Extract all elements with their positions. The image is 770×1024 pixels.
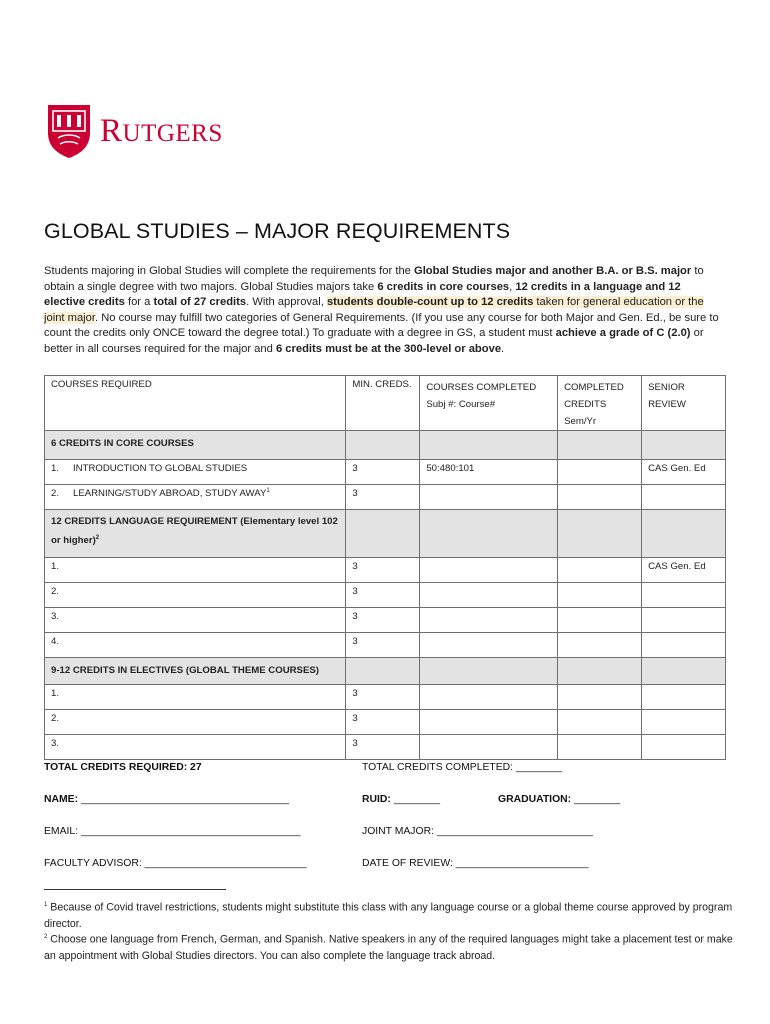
requirements-table <box>44 375 726 760</box>
footnote-2: $^2$ Choose one language from French, German, and Spanish. Native speakers in any of the required languages might take a placement test or make an appointment with Global Studies directors. You can also complete the language track abroad. <box>44 933 733 962</box>
header-courses: COURSES REQUIRED <box>45 376 346 431</box>
table-row <box>45 583 726 608</box>
course-cell: 4. <box>45 633 346 658</box>
course-cell: 2. LEARNING/STUDY ABROAD, STUDY AWAY$^1$ <box>45 485 346 510</box>
senior-review-cell <box>642 485 726 510</box>
course-cell: 2. <box>45 710 346 735</box>
ruid-field[interactable]: RUID: ________ <box>362 794 440 805</box>
graduation-label: GRADUATION: <box>498 794 572 805</box>
completed-course-cell: 50:480:101 <box>420 460 558 485</box>
course-cell: 1. <box>45 685 346 710</box>
senior-review-cell: CAS Gen. Ed <box>642 460 726 485</box>
intro-paragraph: Students majoring in Global Studies will complete the requirements for the Global Studies major and another B.A. or B.S. major to obtain a single degree with two majors. Global Studies majors take 6 credits in core courses, 12 credits in a language and 12 elective credits for a total of 27 credits. With approval, students double-count up to 12 credits taken for general education or the joint major. No course may fulfill two categories of General Requirements. (If you use any course for both Major and Gen. Ed., be sure to count the credits only ONCE toward the degree total.) To graduate with a degree in GS, a student must achieve a grade of C (2.0) or better in all courses required for the major and 6 credits must be at the 300-level or above. <box>44 265 719 355</box>
rutgers-logo <box>46 103 223 159</box>
min-credits-cell: 3 <box>346 558 420 583</box>
min-credits-cell: 3 <box>346 583 420 608</box>
senior-review-cell: CAS Gen. Ed <box>642 558 726 583</box>
completed-course-cell <box>420 558 558 583</box>
name-field[interactable]: NAME: ____________________________________ <box>44 794 289 805</box>
rutgers-shield-icon <box>46 103 92 159</box>
table-row <box>45 685 726 710</box>
section-core-title: 6 CREDITS IN CORE COURSES <box>45 431 346 460</box>
rutgers-wordmark: RUTGERS <box>100 112 223 149</box>
page-title: GLOBAL STUDIES – MAJOR REQUIREMENTS <box>44 219 511 243</box>
header-completed-credits: COMPLETED CREDITS Sem/Yr <box>558 376 642 431</box>
total-credits-required: TOTAL CREDITS REQUIRED: 27 <box>44 762 202 773</box>
email-field[interactable]: EMAIL: ______________________________________ <box>44 826 301 837</box>
ruid-label: RUID: <box>362 794 391 805</box>
min-credits-cell: 3 <box>346 633 420 658</box>
joint-major-field[interactable]: JOINT MAJOR: ___________________________ <box>362 826 593 837</box>
table-row <box>45 633 726 658</box>
completed-credits-cell <box>558 558 642 583</box>
footnote-divider <box>44 889 226 890</box>
faculty-advisor-field[interactable]: FACULTY ADVISOR: ____________________________ <box>44 858 307 869</box>
name-label: NAME: <box>44 794 79 805</box>
course-cell: 3. <box>45 608 346 633</box>
table-row <box>45 485 726 510</box>
header-courses-completed: COURSES COMPLETED Subj #: Course# <box>420 376 558 431</box>
min-credits-cell: 3 <box>346 485 420 510</box>
table-header-row <box>45 376 726 431</box>
footnote-1: $^1$ Because of Covid travel restrictions, students might substitute this class with any language course or a global theme course approved by program director. <box>44 901 733 930</box>
min-credits-cell: 3 <box>346 685 420 710</box>
min-credits-cell: 3 <box>346 710 420 735</box>
min-credits-cell: 3 <box>346 608 420 633</box>
graduation-field[interactable]: GRADUATION: ________ <box>498 794 621 805</box>
min-credits-cell: 3 <box>346 735 420 760</box>
section-language-title: 12 CREDITS LANGUAGE REQUIREMENT (Elementary level 102 or higher)$^2$ <box>45 510 346 558</box>
section-electives <box>45 658 726 685</box>
completed-credits-cell <box>558 460 642 485</box>
completed-course-cell <box>420 485 558 510</box>
section-core <box>45 431 726 460</box>
date-of-review-field[interactable]: DATE OF REVIEW: _______________________ <box>362 858 589 869</box>
section-language <box>45 510 726 558</box>
table-row <box>45 460 726 485</box>
table-row <box>45 558 726 583</box>
table-row <box>45 608 726 633</box>
header-min-creds: MIN. CREDS. <box>346 376 420 431</box>
course-cell: 1. INTRODUCTION TO GLOBAL STUDIES <box>45 460 346 485</box>
header-senior-review: SENIOR REVIEW <box>642 376 726 431</box>
total-credits-completed-field[interactable]: TOTAL CREDITS COMPLETED: ________ <box>362 762 563 773</box>
table-row <box>45 710 726 735</box>
min-credits-cell: 3 <box>346 460 420 485</box>
table-row <box>45 735 726 760</box>
course-cell: 3. <box>45 735 346 760</box>
course-cell: 1. <box>45 558 346 583</box>
course-cell: 2. <box>45 583 346 608</box>
section-electives-title: 9-12 CREDITS IN ELECTIVES (GLOBAL THEME COURSES) <box>45 658 346 685</box>
completed-credits-cell <box>558 485 642 510</box>
